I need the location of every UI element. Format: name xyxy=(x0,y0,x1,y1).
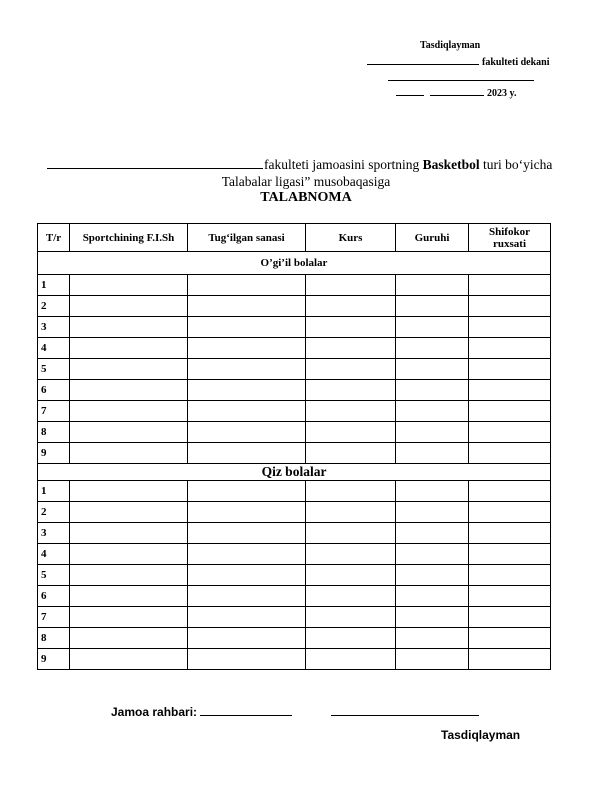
course-cell[interactable] xyxy=(306,443,396,464)
row-number: 8 xyxy=(38,422,70,443)
day-blank[interactable] xyxy=(396,86,424,96)
dean-name-blank[interactable] xyxy=(367,55,479,65)
table-row xyxy=(38,607,551,628)
fullname-cell[interactable] xyxy=(70,649,188,670)
row-number: 9 xyxy=(38,443,70,464)
doctor-permission-cell[interactable] xyxy=(469,401,551,422)
table-row xyxy=(38,565,551,586)
course-cell[interactable] xyxy=(306,523,396,544)
birthdate-cell[interactable] xyxy=(188,481,306,502)
faculty-text: fakulteti jamoasini sportning xyxy=(264,157,420,172)
row-number: 2 xyxy=(38,296,70,317)
header-course: Kurs xyxy=(306,224,396,252)
fullname-cell[interactable] xyxy=(70,401,188,422)
group-cell[interactable] xyxy=(396,443,469,464)
sport-suffix: turi bo‘yicha xyxy=(483,157,553,172)
row-number: 9 xyxy=(38,649,70,670)
course-cell[interactable] xyxy=(306,544,396,565)
group-cell[interactable] xyxy=(396,380,469,401)
birthdate-cell[interactable] xyxy=(188,317,306,338)
course-cell[interactable] xyxy=(306,317,396,338)
section-girls-row xyxy=(38,464,551,481)
row-number: 7 xyxy=(38,607,70,628)
header-doctor-permission: Shifokor ruxsati xyxy=(469,224,551,252)
table-row xyxy=(38,317,551,338)
table-row xyxy=(38,275,551,296)
doctor-permission-cell[interactable] xyxy=(469,481,551,502)
doctor-permission-cell[interactable] xyxy=(469,523,551,544)
fullname-cell[interactable] xyxy=(70,275,188,296)
row-number: 4 xyxy=(38,544,70,565)
course-cell[interactable] xyxy=(306,401,396,422)
table-row xyxy=(38,359,551,380)
group-cell[interactable] xyxy=(396,565,469,586)
team-leader-signature-blank[interactable] xyxy=(200,704,292,716)
doctor-permission-cell[interactable] xyxy=(469,544,551,565)
table-row xyxy=(38,443,551,464)
fullname-cell[interactable] xyxy=(70,338,188,359)
course-cell[interactable] xyxy=(306,296,396,317)
group-cell[interactable] xyxy=(396,317,469,338)
course-cell[interactable] xyxy=(306,422,396,443)
doctor-permission-cell[interactable] xyxy=(469,502,551,523)
birthdate-cell[interactable] xyxy=(188,275,306,296)
year-label: 2023 y. xyxy=(487,88,517,99)
row-number: 3 xyxy=(38,317,70,338)
doctor-permission-cell[interactable] xyxy=(469,649,551,670)
fullname-cell[interactable] xyxy=(70,607,188,628)
doctor-permission-cell[interactable] xyxy=(469,422,551,443)
section-boys-row xyxy=(38,252,551,275)
course-cell[interactable] xyxy=(306,586,396,607)
fullname-cell[interactable] xyxy=(70,422,188,443)
birthdate-cell[interactable] xyxy=(188,628,306,649)
group-cell[interactable] xyxy=(396,607,469,628)
row-number: 5 xyxy=(38,359,70,380)
team-leader-name-blank[interactable] xyxy=(331,704,479,716)
course-cell[interactable] xyxy=(306,607,396,628)
course-cell[interactable] xyxy=(306,649,396,670)
document-title: TALABNOMA xyxy=(260,190,352,205)
course-cell[interactable] xyxy=(306,380,396,401)
table-row xyxy=(38,338,551,359)
header-birthdate: Tug‘ilgan sanasi xyxy=(188,224,306,252)
table-header-row xyxy=(38,224,551,252)
team-leader-line xyxy=(111,704,292,719)
birthdate-cell[interactable] xyxy=(188,338,306,359)
birthdate-cell[interactable] xyxy=(188,443,306,464)
fullname-cell[interactable] xyxy=(70,317,188,338)
doctor-permission-cell[interactable] xyxy=(469,296,551,317)
birthdate-cell[interactable] xyxy=(188,401,306,422)
team-leader-label: Jamoa rahbari: xyxy=(111,705,198,719)
fullname-cell[interactable] xyxy=(70,359,188,380)
fullname-cell[interactable] xyxy=(70,481,188,502)
row-number: 5 xyxy=(38,565,70,586)
month-blank[interactable] xyxy=(430,86,484,96)
fullname-cell[interactable] xyxy=(70,443,188,464)
birthdate-cell[interactable] xyxy=(188,380,306,401)
birthdate-cell[interactable] xyxy=(188,359,306,380)
row-number: 1 xyxy=(38,481,70,502)
date-line xyxy=(396,86,516,99)
table-row xyxy=(38,422,551,443)
dean-label: fakulteti dekani xyxy=(482,57,550,68)
group-cell[interactable] xyxy=(396,296,469,317)
doctor-permission-cell[interactable] xyxy=(469,380,551,401)
group-cell[interactable] xyxy=(396,275,469,296)
table-row xyxy=(38,502,551,523)
fullname-cell[interactable] xyxy=(70,544,188,565)
course-cell[interactable] xyxy=(306,481,396,502)
doctor-permission-cell[interactable] xyxy=(469,586,551,607)
row-number: 4 xyxy=(38,338,70,359)
fullname-cell[interactable] xyxy=(70,296,188,317)
application-table xyxy=(37,223,551,670)
birthdate-cell[interactable] xyxy=(188,502,306,523)
course-cell[interactable] xyxy=(306,338,396,359)
course-cell[interactable] xyxy=(306,565,396,586)
league-line: Talabalar ligasi” musobaqasiga xyxy=(221,174,391,189)
birthdate-cell[interactable] xyxy=(188,544,306,565)
birthdate-cell[interactable] xyxy=(188,422,306,443)
birthdate-cell[interactable] xyxy=(188,296,306,317)
table-row xyxy=(38,523,551,544)
course-cell[interactable] xyxy=(306,275,396,296)
doctor-permission-cell[interactable] xyxy=(469,338,551,359)
group-cell[interactable] xyxy=(396,586,469,607)
header-number: T/r xyxy=(38,224,70,252)
row-number: 6 xyxy=(38,380,70,401)
fullname-cell[interactable] xyxy=(70,586,188,607)
section-girls-label: Qiz bolalar xyxy=(38,464,551,481)
row-number: 1 xyxy=(38,275,70,296)
birthdate-cell[interactable] xyxy=(188,565,306,586)
faculty-name-blank[interactable] xyxy=(47,156,263,169)
fullname-cell[interactable] xyxy=(70,523,188,544)
group-cell[interactable] xyxy=(396,401,469,422)
footer-approval-label: Tasdiqlayman xyxy=(441,728,521,742)
row-number: 8 xyxy=(38,628,70,649)
fullname-cell[interactable] xyxy=(70,380,188,401)
table-row xyxy=(38,544,551,565)
doctor-permission-cell[interactable] xyxy=(469,317,551,338)
row-number: 2 xyxy=(38,502,70,523)
table-row xyxy=(38,380,551,401)
group-cell[interactable] xyxy=(396,502,469,523)
fullname-cell[interactable] xyxy=(70,628,188,649)
fullname-cell[interactable] xyxy=(70,565,188,586)
group-cell[interactable] xyxy=(396,628,469,649)
table-row xyxy=(38,481,551,502)
birthdate-cell[interactable] xyxy=(188,649,306,670)
doctor-permission-cell[interactable] xyxy=(469,607,551,628)
table-row xyxy=(38,649,551,670)
header-group: Guruhi xyxy=(396,224,469,252)
course-cell[interactable] xyxy=(306,502,396,523)
section-boys-label: O’gi’il bolalar xyxy=(38,252,551,275)
approval-title: Tasdiqlayman xyxy=(420,40,481,51)
birthdate-cell[interactable] xyxy=(188,607,306,628)
group-cell[interactable] xyxy=(396,523,469,544)
group-cell[interactable] xyxy=(396,649,469,670)
row-number: 7 xyxy=(38,401,70,422)
doctor-permission-cell[interactable] xyxy=(469,275,551,296)
sport-name: Basketbol xyxy=(422,157,480,172)
group-cell[interactable] xyxy=(396,544,469,565)
group-cell[interactable] xyxy=(396,338,469,359)
group-cell[interactable] xyxy=(396,422,469,443)
group-cell[interactable] xyxy=(396,481,469,502)
birthdate-cell[interactable] xyxy=(188,523,306,544)
doctor-permission-cell[interactable] xyxy=(469,443,551,464)
doctor-permission-cell[interactable] xyxy=(469,359,551,380)
fullname-cell[interactable] xyxy=(70,502,188,523)
heading-line-1 xyxy=(47,156,552,173)
table-row xyxy=(38,586,551,607)
birthdate-cell[interactable] xyxy=(188,586,306,607)
table-row xyxy=(38,296,551,317)
group-cell[interactable] xyxy=(396,359,469,380)
doctor-permission-cell[interactable] xyxy=(469,565,551,586)
table-row xyxy=(38,628,551,649)
header-fullname: Sportchining F.I.Sh xyxy=(70,224,188,252)
course-cell[interactable] xyxy=(306,628,396,649)
row-number: 6 xyxy=(38,586,70,607)
doctor-permission-cell[interactable] xyxy=(469,628,551,649)
table-row xyxy=(38,401,551,422)
dean-signature-blank[interactable] xyxy=(388,72,534,81)
dean-signature-line xyxy=(367,55,550,68)
course-cell[interactable] xyxy=(306,359,396,380)
row-number: 3 xyxy=(38,523,70,544)
